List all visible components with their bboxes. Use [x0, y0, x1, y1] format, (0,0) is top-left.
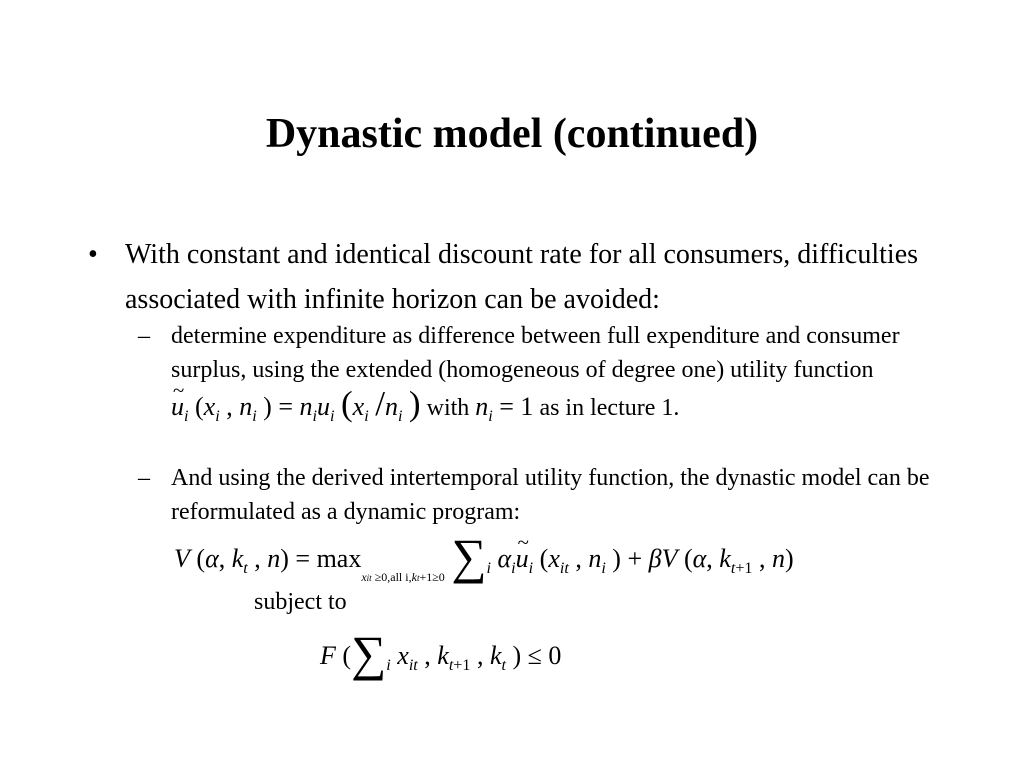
bullet-marker: • [88, 239, 98, 270]
subject-to-label: subject to [254, 589, 347, 615]
constraint-equation: F ($\sum_i$ $x_{it}$ , $k_{t+1}$ , $k_t$ ) ≤ 0 [320, 625, 562, 681]
ni-equals-one-formula: $n_i = 1$ [475, 392, 534, 425]
sub-bullet-marker: – [138, 465, 150, 491]
sub-bullet-text: And using the derived intertemporal utility function, the dynastic model can be reformulated as a dynamic program: [171, 465, 930, 525]
bellman-equation: V (α, $k_t$ , $n) = \max_{xit \ge 0,all i,kt+1\ge 0} \sum_i$ $\alpha_i\sim$ $u_i$ ($x_{it}$ , $n_i$ ) + βV (α, $k_{t+1}$ , n) [174, 531, 794, 584]
sub-bullet-text-after: as in lecture 1. [533, 395, 680, 421]
utility-function-formula: ~ $u_i$ ($x_i$ , $n_i$ ) = $n_iu_i$ ($x_i$ $/n_i$ ) [171, 392, 421, 421]
sub-bullet-marker: – [138, 323, 150, 349]
slide-title: Dynastic model (continued) [265, 111, 759, 157]
sub-bullet-text-before: determine expenditure as difference between full expenditure and consumer surplus, using the extended (homogeneous of degree one) utility function [171, 323, 900, 383]
with-word: with [426, 395, 470, 421]
bullet-text: With constant and identical discount rate for all consumers, difficulties associated with infinite horizon can be avoided: [125, 239, 919, 315]
sub-bullet-text [171, 319, 938, 428]
